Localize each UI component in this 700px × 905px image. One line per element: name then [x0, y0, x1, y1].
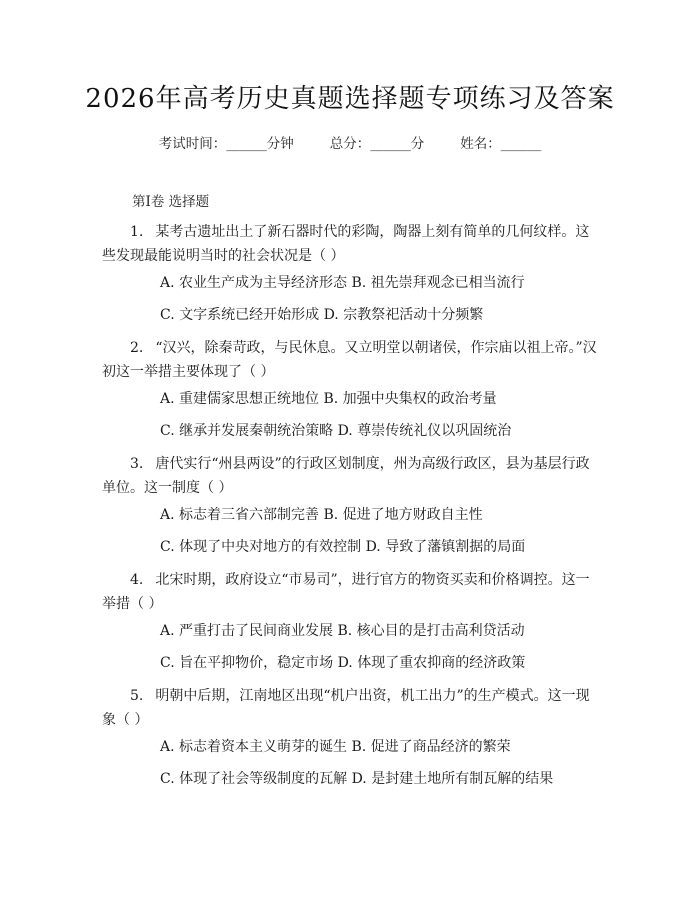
- exam-time-field: 考试时间：______分钟: [158, 136, 294, 152]
- total-score-field: 总分：______分: [329, 136, 425, 152]
- question-1-stem: [102, 220, 600, 268]
- question-5-options-cd: C. 体现了社会等级制度的瓦解 D. 是封建土地所有制瓦解的结果: [160, 771, 554, 787]
- question-1-text: 某考古遗址出土了新石器时代的彩陶，陶器上刻有简单的几何纹样。这些发现最能说明当时的社会状况是（ ）: [102, 224, 590, 264]
- question-4-text: 北宋时期，政府设立“市易司”，进行官方的物资买卖和价格调控。这一举措（ ）: [102, 572, 590, 612]
- question-4-options-ab: A. 严重打击了民间商业发展 B. 核心目的是打击高利贷活动: [160, 623, 525, 639]
- question-5-stem: [102, 684, 600, 732]
- question-1-number: 1.: [130, 224, 144, 240]
- question-3-number: 3.: [130, 456, 144, 472]
- exam-info-line: [0, 132, 700, 152]
- page-title: 2026年高考历史真题选择题专项练习及答案: [85, 84, 615, 114]
- question-1-options-cd: C. 文字系统已经开始形成 D. 宗教祭祀活动十分频繁: [160, 307, 484, 323]
- section-heading: 第Ⅰ卷 选择题: [132, 194, 210, 210]
- question-3-options-ab: A. 标志着三省六部制完善 B. 促进了地方财政自主性: [160, 507, 483, 523]
- question-4-number: 4.: [130, 572, 144, 588]
- question-3-stem: [102, 452, 600, 500]
- question-3-options-cd: C. 体现了中央对地方的有效控制 D. 导致了藩镇割据的局面: [160, 539, 526, 555]
- question-4-stem: [102, 568, 600, 616]
- question-5-text: 明朝中后期，江南地区出现“机户出资，机工出力”的生产模式。这一现象（ ）: [102, 688, 590, 728]
- question-2-options-ab: A. 重建儒家思想正统地位 B. 加强中央集权的政治考量: [160, 391, 497, 407]
- question-2-number: 2.: [130, 340, 144, 356]
- question-2-options-cd: C. 继承并发展秦朝统治策略 D. 尊崇传统礼仪以巩固统治: [160, 423, 512, 439]
- question-1-options-ab: A. 农业生产成为主导经济形态 B. 祖先崇拜观念已相当流行: [160, 275, 525, 291]
- question-2-stem: [102, 336, 600, 384]
- student-name-field: 姓名：______: [460, 136, 542, 152]
- question-5-number: 5.: [130, 688, 144, 704]
- question-2-text: “汉兴，除秦苛政，与民休息。又立明堂以朝诸侯，作宗庙以祖上帝。”汉初这一举措主要体现了（ ）: [102, 340, 597, 380]
- question-4-options-cd: C. 旨在平抑物价，稳定市场 D. 体现了重农抑商的经济政策: [160, 655, 526, 671]
- question-5-options-ab: A. 标志着资本主义萌芽的诞生 B. 促进了商品经济的繁荣: [160, 739, 511, 755]
- question-3-text: 唐代实行“州县两设”的行政区划制度，州为高级行政区，县为基层行政单位。这一制度（ ）: [102, 456, 590, 496]
